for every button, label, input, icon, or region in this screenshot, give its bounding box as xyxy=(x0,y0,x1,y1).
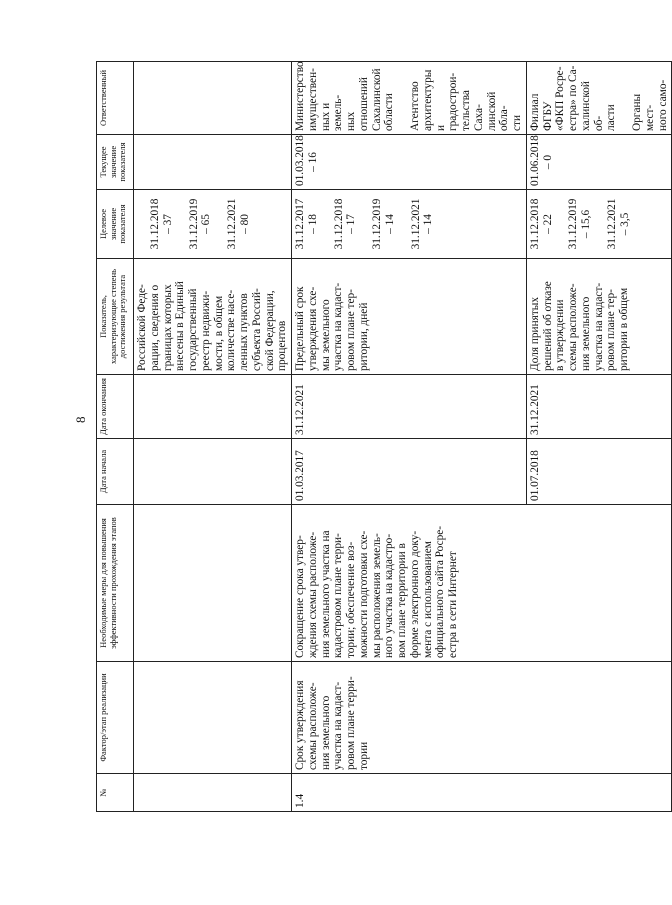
header-current: Текущее значение показателя xyxy=(97,135,134,190)
cell-num-1-4: 1.4 xyxy=(292,774,672,812)
cell-measures xyxy=(134,505,292,662)
cell-target-1-4a: 31.12.2017 – 18 31.12.2018 – 17 31.12.2019 – 14 31.12.2021 – 14 xyxy=(292,190,527,259)
cell-end xyxy=(134,375,292,439)
rotated-table-container xyxy=(96,61,669,812)
table-row-continued xyxy=(134,62,292,812)
cell-indicator-1-4a: Предельный срок утверждения схе- мы земельного участка на кадаст- ровом плане тер- ритории, дней xyxy=(292,259,527,375)
header-target: Целевое значение показателя xyxy=(97,190,134,259)
table-row-1-4a xyxy=(292,62,527,812)
cell-current xyxy=(134,135,292,190)
header-measures: Необходимые меры для повышения эффективности прохождения этапов xyxy=(97,505,134,662)
cell-responsible xyxy=(134,62,292,135)
cell-start xyxy=(134,439,292,505)
header-start-date: Дата начала xyxy=(97,439,134,505)
cell-responsible-1-4a: Министерство имуществен- ных и земель- ных отношений Сахалинской области Агентство архитектуры и градострои- тельства Саха- линской обла- сти xyxy=(292,62,527,135)
cell-target: 31.12.2018 – 37 31.12.2019 – 65 31.12.2021 – 80 xyxy=(134,190,292,259)
header-num: № xyxy=(97,774,134,812)
cell-current-1-4b: 01.06.2018 – 0 xyxy=(526,135,672,190)
header-end-date: Дата окончания xyxy=(97,375,134,439)
cell-start-1-4b: 01.07.2018 xyxy=(526,439,672,505)
cell-indicator-1-4b: Доля принятых решений об отказе в утверждении схемы расположе- ния земельного участка на кадаст- ровом плане тер- ритории в общем xyxy=(526,259,672,375)
page-number: 8 xyxy=(73,416,88,423)
cell-indicator: Российской Феде- рации, сведения о границах которых внесены в Единый государственный реестр недвижи- мости, в общем количестве насе- ленных пунктов субъекта Россий- ской Федерации, процентов xyxy=(134,259,292,375)
cell-start-1-4a: 01.03.2017 xyxy=(292,439,527,505)
cell-factor xyxy=(134,662,292,774)
measures-table xyxy=(96,61,672,812)
cell-num xyxy=(134,774,292,812)
cell-end-1-4a: 31.12.2021 xyxy=(292,375,527,439)
cell-measures-1-4: Сокращение срока утвер- ждения схемы расположе- ния земельного участка на кадастровом плане терри- тории; обеспечение воз- можности подготовки схе- мы расположения земель- ного участка на кадастро- вом плане территории в форме электронного доку- мента с использованием официального сайта Росре- естра в сети Интернет xyxy=(292,505,672,662)
table-header-row xyxy=(97,62,134,812)
cell-end-1-4b: 31.12.2021 xyxy=(526,375,672,439)
cell-responsible-1-4b: Филиал ФГБУ «ФКП Росре- естра» по Са- халинской об- ласти Органы мест- ного само- xyxy=(526,62,672,135)
cell-target-1-4b: 31.12.2018 – 22 31.12.2019 – 15,6 31.12.2021 – 3,5 xyxy=(526,190,672,259)
cell-current-1-4a: 01.03.2018 – 16 xyxy=(292,135,527,190)
header-responsible: Ответственный xyxy=(97,62,134,135)
header-factor: Фактор/этап реализации xyxy=(97,662,134,774)
header-indicator: Показатель, характеризующие степень достижения результата xyxy=(97,259,134,375)
cell-factor-1-4: Срок утверждения схемы расположе- ния земельного участка на кадаст- ровом плане терри- тории xyxy=(292,662,672,774)
